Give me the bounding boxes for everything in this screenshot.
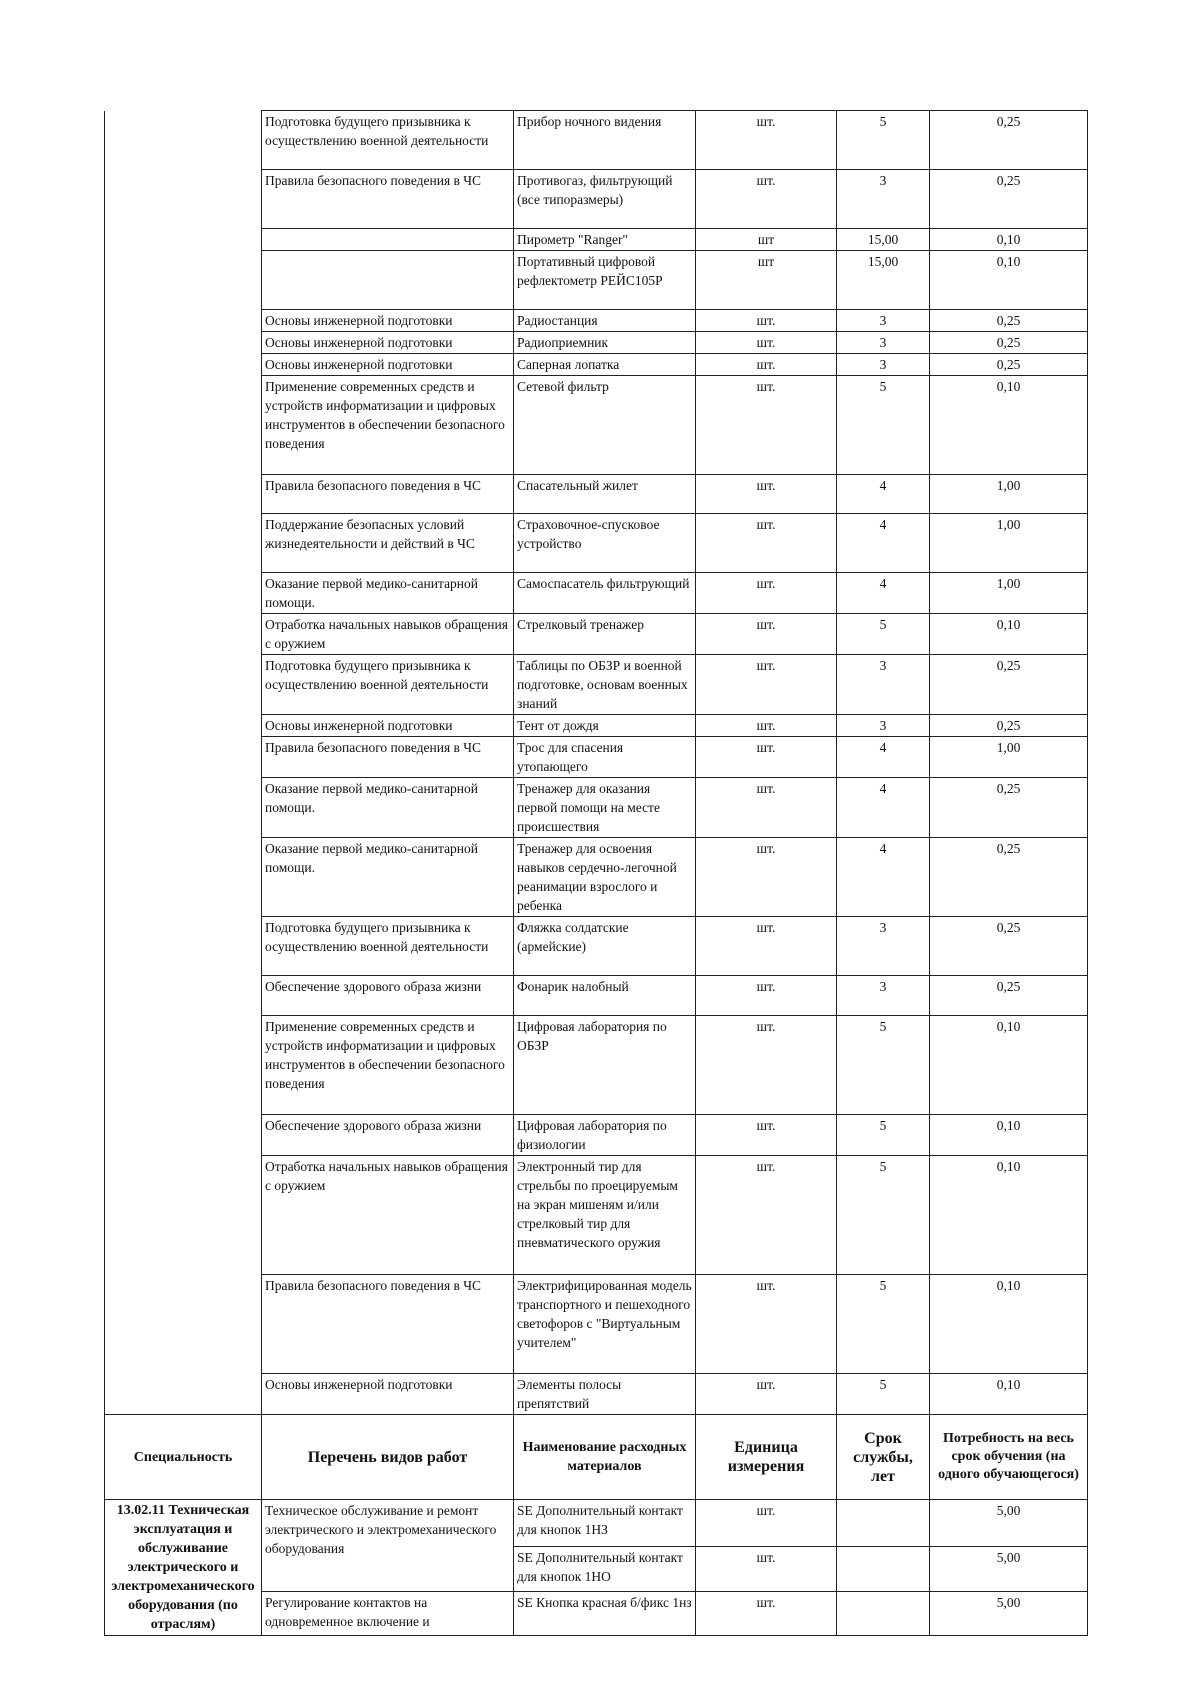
life-cell: 3 bbox=[837, 332, 930, 354]
unit-cell: шт. bbox=[696, 737, 837, 778]
unit-cell: шт. bbox=[696, 1591, 837, 1635]
life-cell: 3 bbox=[837, 655, 930, 715]
life-cell: 5 bbox=[837, 1275, 930, 1374]
unit-cell: шт. bbox=[696, 838, 837, 917]
table-header-row bbox=[105, 1415, 1088, 1500]
table-row bbox=[105, 170, 1088, 229]
material-cell: Страховочное-спусковое устройство bbox=[514, 514, 696, 573]
works-cell: Основы инженерной подготовки bbox=[262, 332, 514, 354]
unit-cell: шт bbox=[696, 251, 837, 310]
works-cell bbox=[262, 229, 514, 251]
unit-cell: шт. bbox=[696, 655, 837, 715]
specialty-cell bbox=[105, 1156, 262, 1275]
material-cell: Спасательный жилет bbox=[514, 475, 696, 514]
works-cell: Подготовка будущего призывника к осуществлению военной деятельности bbox=[262, 917, 514, 976]
header-works: Перечень видов работ bbox=[262, 1415, 514, 1500]
works-cell: Техническое обслуживание и ремонт электрического и электромеханического оборудования bbox=[262, 1500, 514, 1592]
unit-cell: шт. bbox=[696, 715, 837, 737]
works-cell: Обеспечение здорового образа жизни bbox=[262, 1115, 514, 1156]
table-row bbox=[105, 475, 1088, 514]
need-cell: 0,25 bbox=[930, 976, 1088, 1016]
life-cell: 4 bbox=[837, 778, 930, 838]
life-cell bbox=[837, 1591, 930, 1635]
need-cell: 1,00 bbox=[930, 737, 1088, 778]
specialty-name: 13.02.11 Техническая эксплуатация и обслуживание электрического и электромеханического оборудования (по отраслям) bbox=[105, 1500, 262, 1636]
unit-cell: шт. bbox=[696, 170, 837, 229]
unit-cell: шт. bbox=[696, 614, 837, 655]
life-cell: 4 bbox=[837, 573, 930, 614]
life-cell: 3 bbox=[837, 310, 930, 332]
table-row bbox=[105, 1016, 1088, 1115]
works-cell: Оказание первой медико-санитарной помощи. bbox=[262, 778, 514, 838]
need-cell: 0,25 bbox=[930, 917, 1088, 976]
unit-cell: шт. bbox=[696, 475, 837, 514]
need-cell: 0,10 bbox=[930, 1016, 1088, 1115]
header-material: Наименование расходных материалов bbox=[514, 1415, 696, 1500]
header-life: Срок службы, лет bbox=[837, 1415, 930, 1500]
specialty-cell bbox=[105, 376, 262, 475]
specialty-cell bbox=[105, 573, 262, 614]
material-cell: Тренажер для освоения навыков сердечно-легочной реанимации взрослого и ребенка bbox=[514, 838, 696, 917]
header-unit: Единица измерения bbox=[696, 1415, 837, 1500]
header-need: Потребность на весь срок обучения (на одного обучающегося) bbox=[930, 1415, 1088, 1500]
table-row bbox=[105, 1500, 1088, 1547]
specialty-cell bbox=[105, 917, 262, 976]
works-cell: Обеспечение здорового образа жизни bbox=[262, 976, 514, 1016]
specialty-cell bbox=[105, 737, 262, 778]
works-cell: Оказание первой медико-санитарной помощи. bbox=[262, 838, 514, 917]
life-cell: 3 bbox=[837, 354, 930, 376]
works-cell: Регулирование контактов на одновременное включение и bbox=[262, 1591, 514, 1635]
material-cell: Фонарик налобный bbox=[514, 976, 696, 1016]
life-cell: 5 bbox=[837, 1156, 930, 1275]
works-cell: Подготовка будущего призывника к осуществлению военной деятельности bbox=[262, 655, 514, 715]
life-cell: 4 bbox=[837, 514, 930, 573]
specialty-cell bbox=[105, 655, 262, 715]
unit-cell: шт. bbox=[696, 332, 837, 354]
material-cell: Стрелковый тренажер bbox=[514, 614, 696, 655]
unit-cell: шт. bbox=[696, 1275, 837, 1374]
material-cell: Сетевой фильтр bbox=[514, 376, 696, 475]
material-cell: Саперная лопатка bbox=[514, 354, 696, 376]
table-row bbox=[105, 111, 1088, 170]
works-cell: Отработка начальных навыков обращения с оружием bbox=[262, 614, 514, 655]
works-cell: Подготовка будущего призывника к осуществлению военной деятельности bbox=[262, 111, 514, 170]
specialty-cell bbox=[105, 111, 262, 170]
table-row bbox=[105, 1275, 1088, 1374]
materials-table bbox=[104, 110, 1088, 1636]
material-cell: SE Дополнительный контакт для кнопок 1НО bbox=[514, 1547, 696, 1591]
material-cell: Пирометр "Ranger" bbox=[514, 229, 696, 251]
need-cell: 0,10 bbox=[930, 229, 1088, 251]
need-cell: 0,25 bbox=[930, 111, 1088, 170]
need-cell: 0,25 bbox=[930, 332, 1088, 354]
need-cell: 0,25 bbox=[930, 778, 1088, 838]
life-cell: 4 bbox=[837, 475, 930, 514]
need-cell: 0,25 bbox=[930, 655, 1088, 715]
table-row bbox=[105, 1156, 1088, 1275]
life-cell: 5 bbox=[837, 111, 930, 170]
material-cell: Элементы полосы препятствий bbox=[514, 1374, 696, 1415]
material-cell: SE Дополнительный контакт для кнопок 1НЗ bbox=[514, 1500, 696, 1547]
works-cell: Правила безопасного поведения в ЧС bbox=[262, 737, 514, 778]
material-cell: Электронный тир для стрельбы по проецируемым на экран мишеням и/или стрелковый тир для пневматического оружия bbox=[514, 1156, 696, 1275]
material-cell: Таблицы по ОБЗР и военной подготовке, основам военных знаний bbox=[514, 655, 696, 715]
material-cell: Тренажер для оказания первой помощи на месте происшествия bbox=[514, 778, 696, 838]
need-cell: 1,00 bbox=[930, 573, 1088, 614]
works-cell: Применение современных средств и устройств информатизации и цифровых инструментов в обеспечении безопасного поведения bbox=[262, 1016, 514, 1115]
specialty-cell bbox=[105, 976, 262, 1016]
life-cell bbox=[837, 1547, 930, 1591]
unit-cell: шт. bbox=[696, 1500, 837, 1547]
table-row bbox=[105, 838, 1088, 917]
need-cell: 0,10 bbox=[930, 1374, 1088, 1415]
table-row bbox=[105, 251, 1088, 310]
specialty-cell bbox=[105, 778, 262, 838]
unit-cell: шт. bbox=[696, 573, 837, 614]
unit-cell: шт. bbox=[696, 376, 837, 475]
life-cell: 5 bbox=[837, 1374, 930, 1415]
unit-cell: шт. bbox=[696, 1374, 837, 1415]
need-cell: 0,25 bbox=[930, 715, 1088, 737]
specialty-cell bbox=[105, 475, 262, 514]
specialty-cell bbox=[105, 1115, 262, 1156]
specialty-cell bbox=[105, 332, 262, 354]
unit-cell: шт. bbox=[696, 1156, 837, 1275]
table-row bbox=[105, 229, 1088, 251]
material-cell: Радиоприемник bbox=[514, 332, 696, 354]
material-cell: Радиостанция bbox=[514, 310, 696, 332]
table-row bbox=[105, 1374, 1088, 1415]
specialty-cell bbox=[105, 1016, 262, 1115]
table-row bbox=[105, 332, 1088, 354]
material-cell: Фляжка солдатские (армейские) bbox=[514, 917, 696, 976]
specialty-cell bbox=[105, 614, 262, 655]
specialty-cell bbox=[105, 1275, 262, 1374]
specialty-cell bbox=[105, 1374, 262, 1415]
life-cell: 15,00 bbox=[837, 251, 930, 310]
unit-cell: шт. bbox=[696, 514, 837, 573]
table-row bbox=[105, 778, 1088, 838]
header-specialty: Специальность bbox=[105, 1415, 262, 1500]
need-cell: 5,00 bbox=[930, 1591, 1088, 1635]
table-row bbox=[105, 514, 1088, 573]
need-cell: 0,10 bbox=[930, 376, 1088, 475]
table-row bbox=[105, 655, 1088, 715]
material-cell: Портативный цифровой рефлектометр РЕЙС105Р bbox=[514, 251, 696, 310]
table-row bbox=[105, 310, 1088, 332]
life-cell: 3 bbox=[837, 976, 930, 1016]
life-cell: 4 bbox=[837, 838, 930, 917]
unit-cell: шт. bbox=[696, 310, 837, 332]
works-cell: Основы инженерной подготовки bbox=[262, 715, 514, 737]
need-cell: 0,25 bbox=[930, 170, 1088, 229]
need-cell: 0,10 bbox=[930, 251, 1088, 310]
life-cell: 5 bbox=[837, 1016, 930, 1115]
material-cell: Цифровая лаборатория по физиологии bbox=[514, 1115, 696, 1156]
specialty-cell bbox=[105, 715, 262, 737]
table-row bbox=[105, 737, 1088, 778]
life-cell: 3 bbox=[837, 715, 930, 737]
specialty-cell bbox=[105, 170, 262, 229]
life-cell: 3 bbox=[837, 917, 930, 976]
need-cell: 0,10 bbox=[930, 1275, 1088, 1374]
need-cell: 1,00 bbox=[930, 514, 1088, 573]
material-cell: Самоспасатель фильтрующий bbox=[514, 573, 696, 614]
table-row bbox=[105, 573, 1088, 614]
life-cell: 3 bbox=[837, 170, 930, 229]
material-cell: Противогаз, фильтрующий (все типоразмеры) bbox=[514, 170, 696, 229]
works-cell: Применение современных средств и устройств информатизации и цифровых инструментов в обеспечении безопасного поведения bbox=[262, 376, 514, 475]
table-row bbox=[105, 976, 1088, 1016]
need-cell: 0,25 bbox=[930, 354, 1088, 376]
material-cell: Трос для спасения утопающего bbox=[514, 737, 696, 778]
unit-cell: шт. bbox=[696, 917, 837, 976]
unit-cell: шт. bbox=[696, 1547, 837, 1591]
table-row bbox=[105, 354, 1088, 376]
need-cell: 0,10 bbox=[930, 614, 1088, 655]
life-cell: 5 bbox=[837, 376, 930, 475]
specialty-cell bbox=[105, 310, 262, 332]
material-cell: Электрифицированная модель транспортного и пешеходного светофоров с "Виртуальным учителем" bbox=[514, 1275, 696, 1374]
unit-cell: шт bbox=[696, 229, 837, 251]
unit-cell: шт. bbox=[696, 976, 837, 1016]
unit-cell: шт. bbox=[696, 1115, 837, 1156]
works-cell: Отработка начальных навыков обращения с оружием bbox=[262, 1156, 514, 1275]
need-cell: 0,25 bbox=[930, 310, 1088, 332]
specialty-cell bbox=[105, 251, 262, 310]
lower-table-body bbox=[105, 1415, 1088, 1636]
works-cell: Основы инженерной подготовки bbox=[262, 310, 514, 332]
material-cell: Тент от дождя bbox=[514, 715, 696, 737]
need-cell: 1,00 bbox=[930, 475, 1088, 514]
table-row bbox=[105, 715, 1088, 737]
table-row bbox=[105, 614, 1088, 655]
life-cell: 4 bbox=[837, 737, 930, 778]
specialty-cell bbox=[105, 354, 262, 376]
unit-cell: шт. bbox=[696, 778, 837, 838]
table-row bbox=[105, 917, 1088, 976]
works-cell: Правила безопасного поведения в ЧС bbox=[262, 475, 514, 514]
need-cell: 0,25 bbox=[930, 838, 1088, 917]
table-row bbox=[105, 376, 1088, 475]
specialty-cell bbox=[105, 514, 262, 573]
need-cell: 5,00 bbox=[930, 1500, 1088, 1547]
works-cell bbox=[262, 251, 514, 310]
specialty-cell bbox=[105, 229, 262, 251]
material-cell: Цифровая лаборатория по ОБЗР bbox=[514, 1016, 696, 1115]
need-cell: 0,10 bbox=[930, 1156, 1088, 1275]
works-cell: Правила безопасного поведения в ЧС bbox=[262, 1275, 514, 1374]
specialty-cell bbox=[105, 838, 262, 917]
life-cell: 5 bbox=[837, 614, 930, 655]
need-cell: 5,00 bbox=[930, 1547, 1088, 1591]
works-cell: Правила безопасного поведения в ЧС bbox=[262, 170, 514, 229]
table-row bbox=[105, 1115, 1088, 1156]
life-cell: 15,00 bbox=[837, 229, 930, 251]
works-cell: Поддержание безопасных условий жизнедеятельности и действий в ЧС bbox=[262, 514, 514, 573]
material-cell: SE Кнопка красная б/фикс 1нз bbox=[514, 1591, 696, 1635]
life-cell bbox=[837, 1500, 930, 1547]
works-cell: Оказание первой медико-санитарной помощи. bbox=[262, 573, 514, 614]
life-cell: 5 bbox=[837, 1115, 930, 1156]
works-cell: Основы инженерной подготовки bbox=[262, 354, 514, 376]
upper-table-body bbox=[105, 111, 1088, 1415]
unit-cell: шт. bbox=[696, 1016, 837, 1115]
unit-cell: шт. bbox=[696, 111, 837, 170]
need-cell: 0,10 bbox=[930, 1115, 1088, 1156]
material-cell: Прибор ночного видения bbox=[514, 111, 696, 170]
unit-cell: шт. bbox=[696, 354, 837, 376]
works-cell: Основы инженерной подготовки bbox=[262, 1374, 514, 1415]
